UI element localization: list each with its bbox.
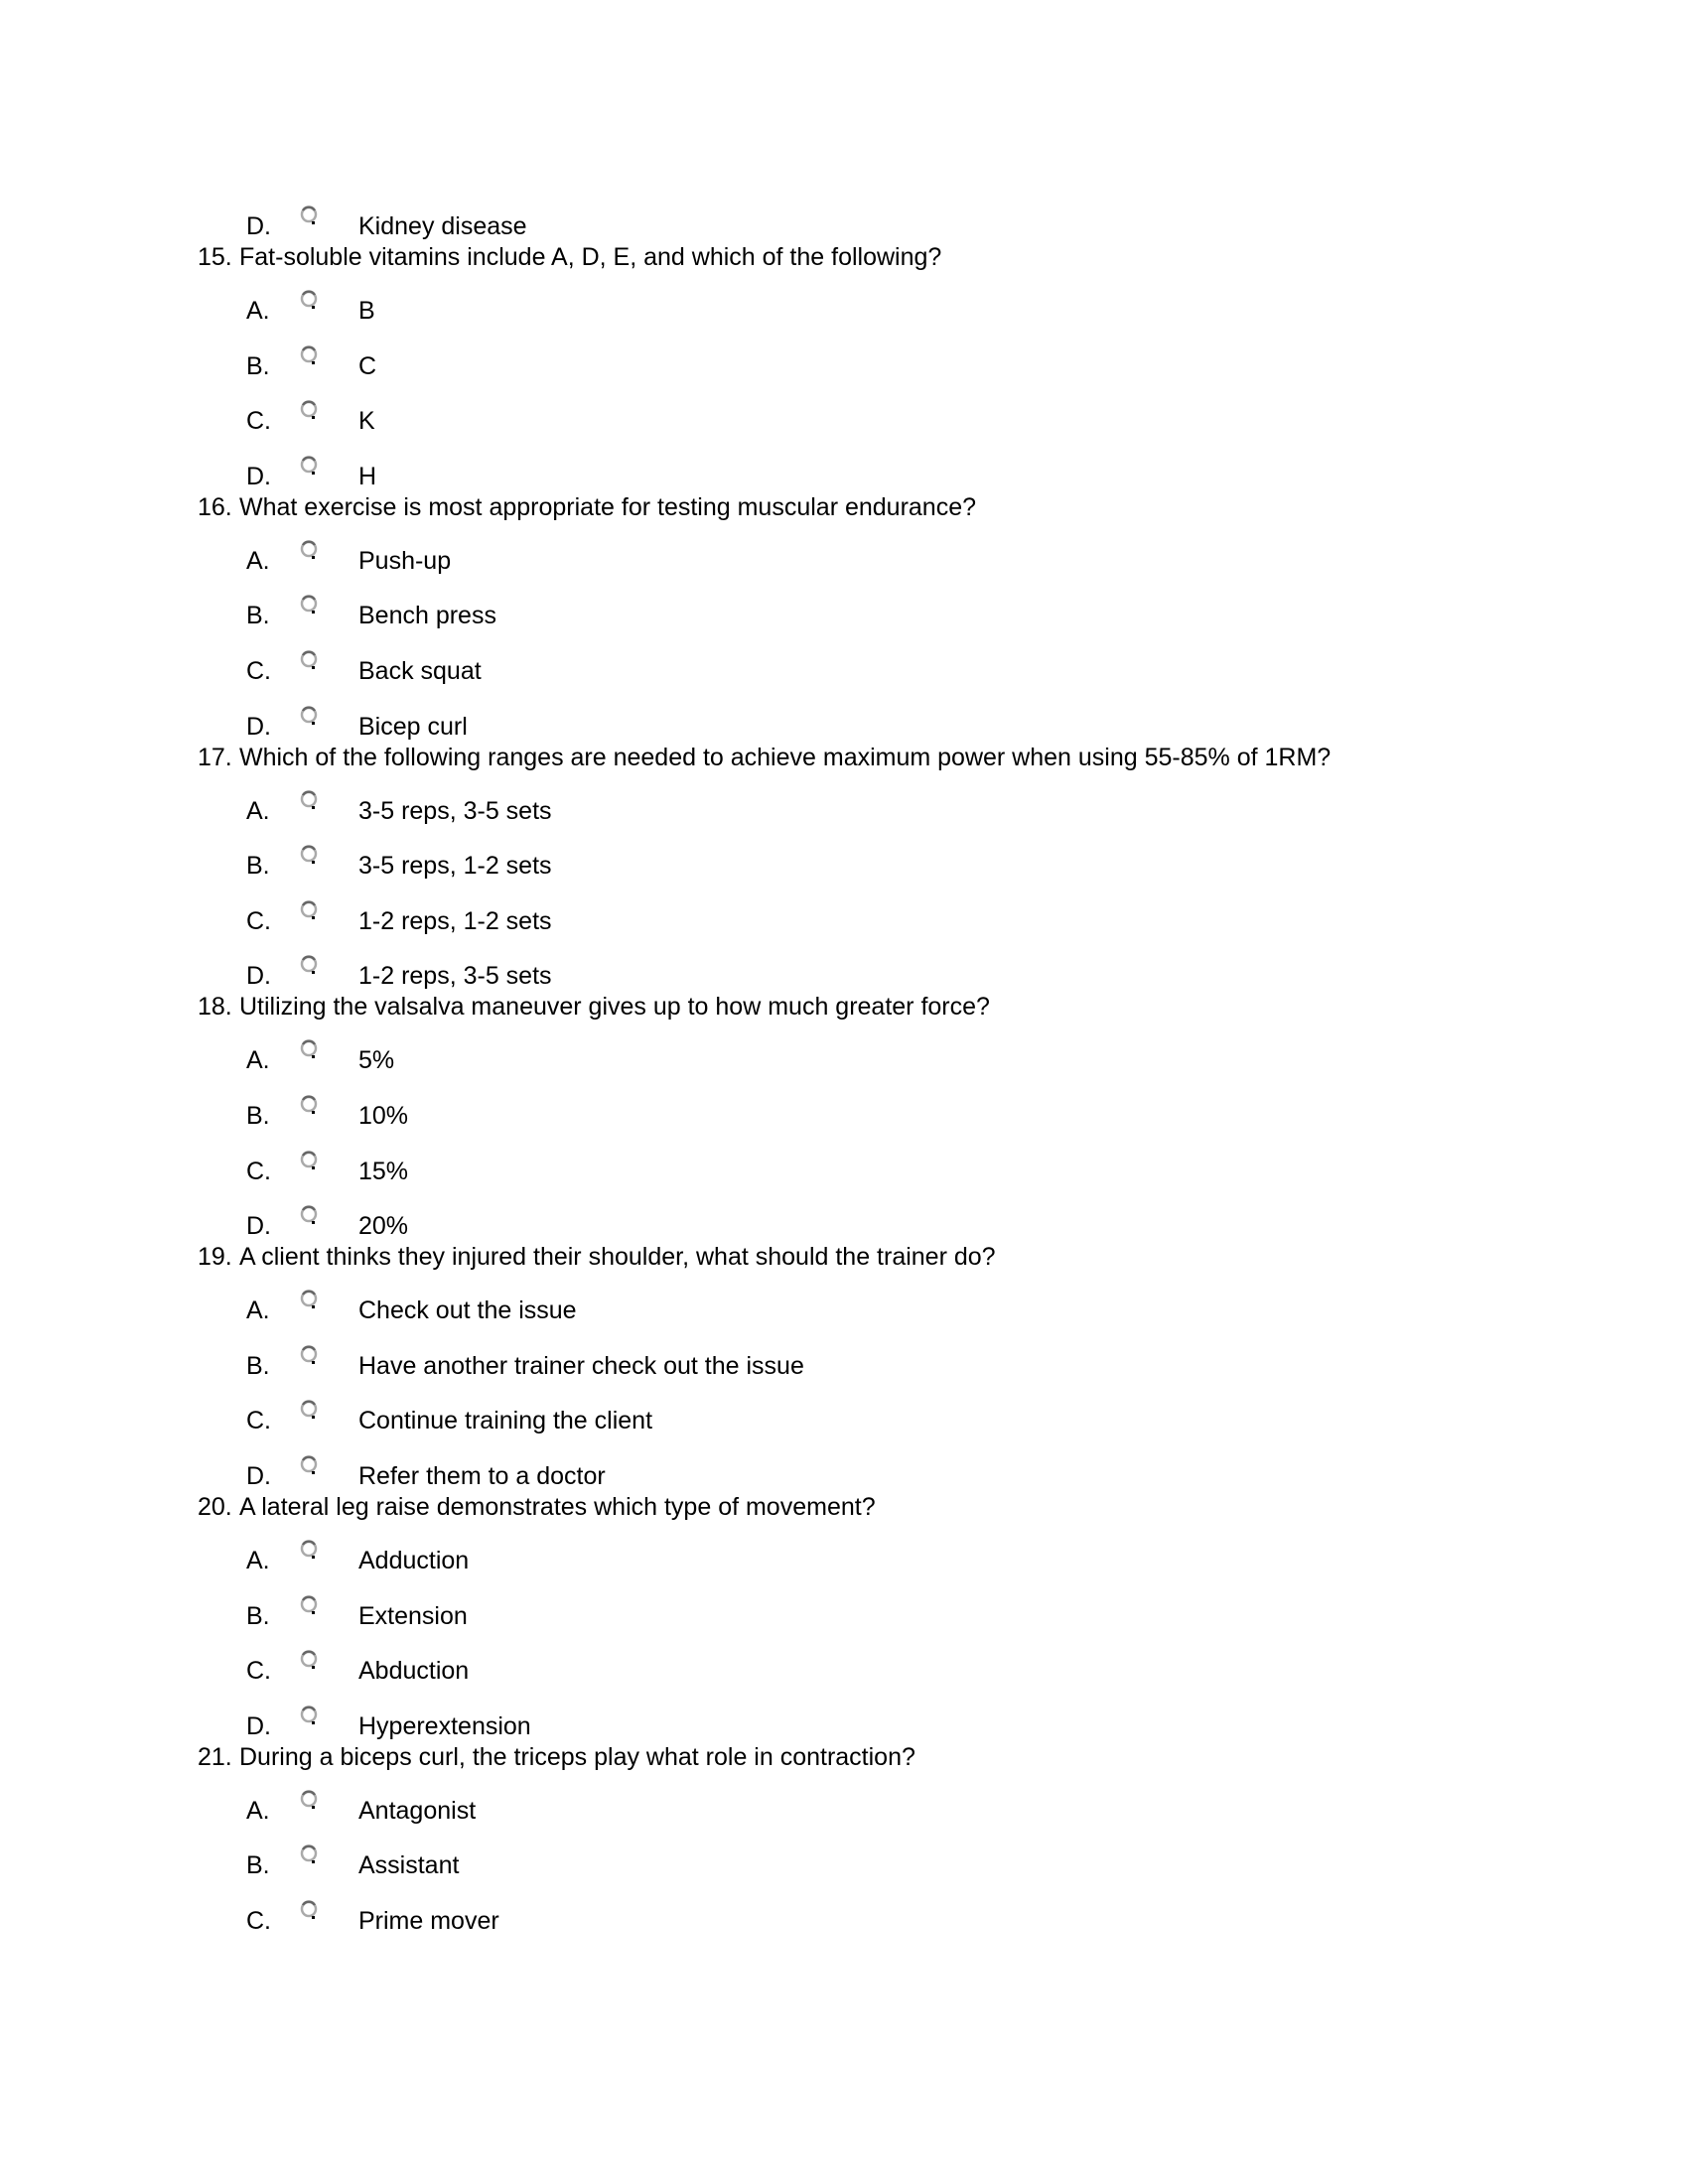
radio-button-icon[interactable] (299, 1788, 319, 1808)
radio-button-icon[interactable] (299, 538, 319, 558)
option-text: Antagonist (358, 1796, 477, 1825)
radio-button-icon[interactable] (299, 1453, 319, 1473)
question-number: 15. (198, 243, 232, 271)
option-text: C (358, 351, 377, 380)
option-text: 20% (358, 1212, 409, 1241)
question-text: Which of the following ranges are needed to achieve maximum power when using 55-85% of 1RM? (239, 743, 1332, 771)
option-letter: B. (246, 852, 270, 881)
option-text: Assistant (358, 1851, 460, 1880)
question-text: A client thinks they injured their shoulder, what should the trainer do? (239, 1243, 996, 1272)
option-text: 10% (358, 1102, 409, 1130)
question-text: A lateral leg raise demonstrates which type of movement? (239, 1493, 876, 1521)
option-letter: C. (246, 1907, 271, 1935)
option-letter: A. (246, 1796, 270, 1825)
radio-button-icon[interactable] (299, 593, 319, 613)
radio-button-icon[interactable] (299, 953, 319, 973)
question-number: 16. (198, 492, 232, 521)
option-letter: B. (246, 1601, 270, 1630)
radio-button-icon[interactable] (299, 1898, 319, 1918)
option-letter: B. (246, 602, 270, 630)
option-letter: D. (246, 1711, 271, 1740)
option-text: Kidney disease (358, 212, 527, 240)
option-letter: A. (246, 796, 270, 825)
option-letter: B. (246, 1351, 270, 1380)
radio-button-icon[interactable] (299, 898, 319, 918)
option-text: Continue training the client (358, 1407, 653, 1435)
option-letter: D. (246, 462, 271, 490)
radio-button-icon[interactable] (299, 843, 319, 863)
option-text: 1-2 reps, 1-2 sets (358, 906, 552, 935)
option-letter: C. (246, 1157, 271, 1185)
radio-button-icon[interactable] (299, 204, 319, 223)
question-text: Utilizing the valsalva maneuver gives up to how much greater force? (239, 993, 990, 1022)
question-number: 18. (198, 993, 232, 1022)
option-letter: B. (246, 351, 270, 380)
question-number: 21. (198, 1742, 232, 1771)
option-text: H (358, 462, 377, 490)
option-letter: D. (246, 712, 271, 741)
radio-button-icon[interactable] (299, 1398, 319, 1418)
option-letter: C. (246, 1407, 271, 1435)
radio-button-icon[interactable] (299, 1343, 319, 1363)
option-text: Refer them to a doctor (358, 1462, 606, 1490)
question-number: 19. (198, 1243, 232, 1272)
radio-button-icon[interactable] (299, 1843, 319, 1862)
option-letter: C. (246, 657, 271, 685)
option-letter: A. (246, 1547, 270, 1574)
option-letter: D. (246, 212, 271, 240)
option-letter: C. (246, 1657, 271, 1686)
option-letter: C. (246, 906, 271, 935)
option-text: Hyperextension (358, 1711, 531, 1740)
radio-button-icon[interactable] (299, 1288, 319, 1307)
question-number: 20. (198, 1493, 232, 1521)
option-text: Bicep curl (358, 712, 468, 741)
radio-button-icon[interactable] (299, 1093, 319, 1113)
radio-button-icon[interactable] (299, 1704, 319, 1723)
radio-button-icon[interactable] (299, 1593, 319, 1613)
option-letter: A. (246, 1046, 270, 1075)
option-text: K (358, 407, 375, 436)
radio-button-icon[interactable] (299, 1203, 319, 1223)
radio-button-icon[interactable] (299, 343, 319, 363)
option-text: Check out the issue (358, 1297, 577, 1325)
option-text: Prime mover (358, 1907, 499, 1935)
option-text: Push-up (358, 546, 452, 575)
radio-button-icon[interactable] (299, 398, 319, 418)
option-text: Adduction (358, 1547, 470, 1574)
option-text: 3-5 reps, 3-5 sets (358, 796, 552, 825)
option-letter: D. (246, 1462, 271, 1490)
option-text: 5% (358, 1046, 395, 1075)
option-letter: D. (246, 962, 271, 991)
radio-button-icon[interactable] (299, 704, 319, 724)
radio-button-icon[interactable] (299, 454, 319, 474)
option-letter: A. (246, 297, 270, 325)
radio-button-icon[interactable] (299, 1648, 319, 1668)
option-text: 3-5 reps, 1-2 sets (358, 852, 552, 881)
radio-button-icon[interactable] (299, 788, 319, 808)
radio-button-icon[interactable] (299, 1037, 319, 1057)
question-number: 17. (198, 743, 232, 771)
question-text: Fat-soluble vitamins include A, D, E, and which of the following? (239, 243, 942, 271)
option-letter: D. (246, 1212, 271, 1241)
radio-button-icon[interactable] (299, 288, 319, 308)
option-text: Back squat (358, 657, 482, 685)
option-text: Bench press (358, 602, 496, 630)
option-text: Extension (358, 1601, 468, 1630)
option-text: B (358, 297, 375, 325)
question-text: During a biceps curl, the triceps play what role in contraction? (239, 1742, 915, 1771)
option-text: Abduction (358, 1657, 470, 1686)
option-letter: B. (246, 1851, 270, 1880)
radio-button-icon[interactable] (299, 648, 319, 668)
option-text: 15% (358, 1157, 409, 1185)
radio-button-icon[interactable] (299, 1149, 319, 1168)
question-text: What exercise is most appropriate for testing muscular endurance? (239, 492, 977, 521)
option-letter: A. (246, 1297, 270, 1325)
option-letter: B. (246, 1102, 270, 1130)
option-letter: A. (246, 546, 270, 575)
option-text: 1-2 reps, 3-5 sets (358, 962, 552, 991)
option-letter: C. (246, 407, 271, 436)
option-text: Have another trainer check out the issue (358, 1351, 804, 1380)
radio-button-icon[interactable] (299, 1538, 319, 1558)
